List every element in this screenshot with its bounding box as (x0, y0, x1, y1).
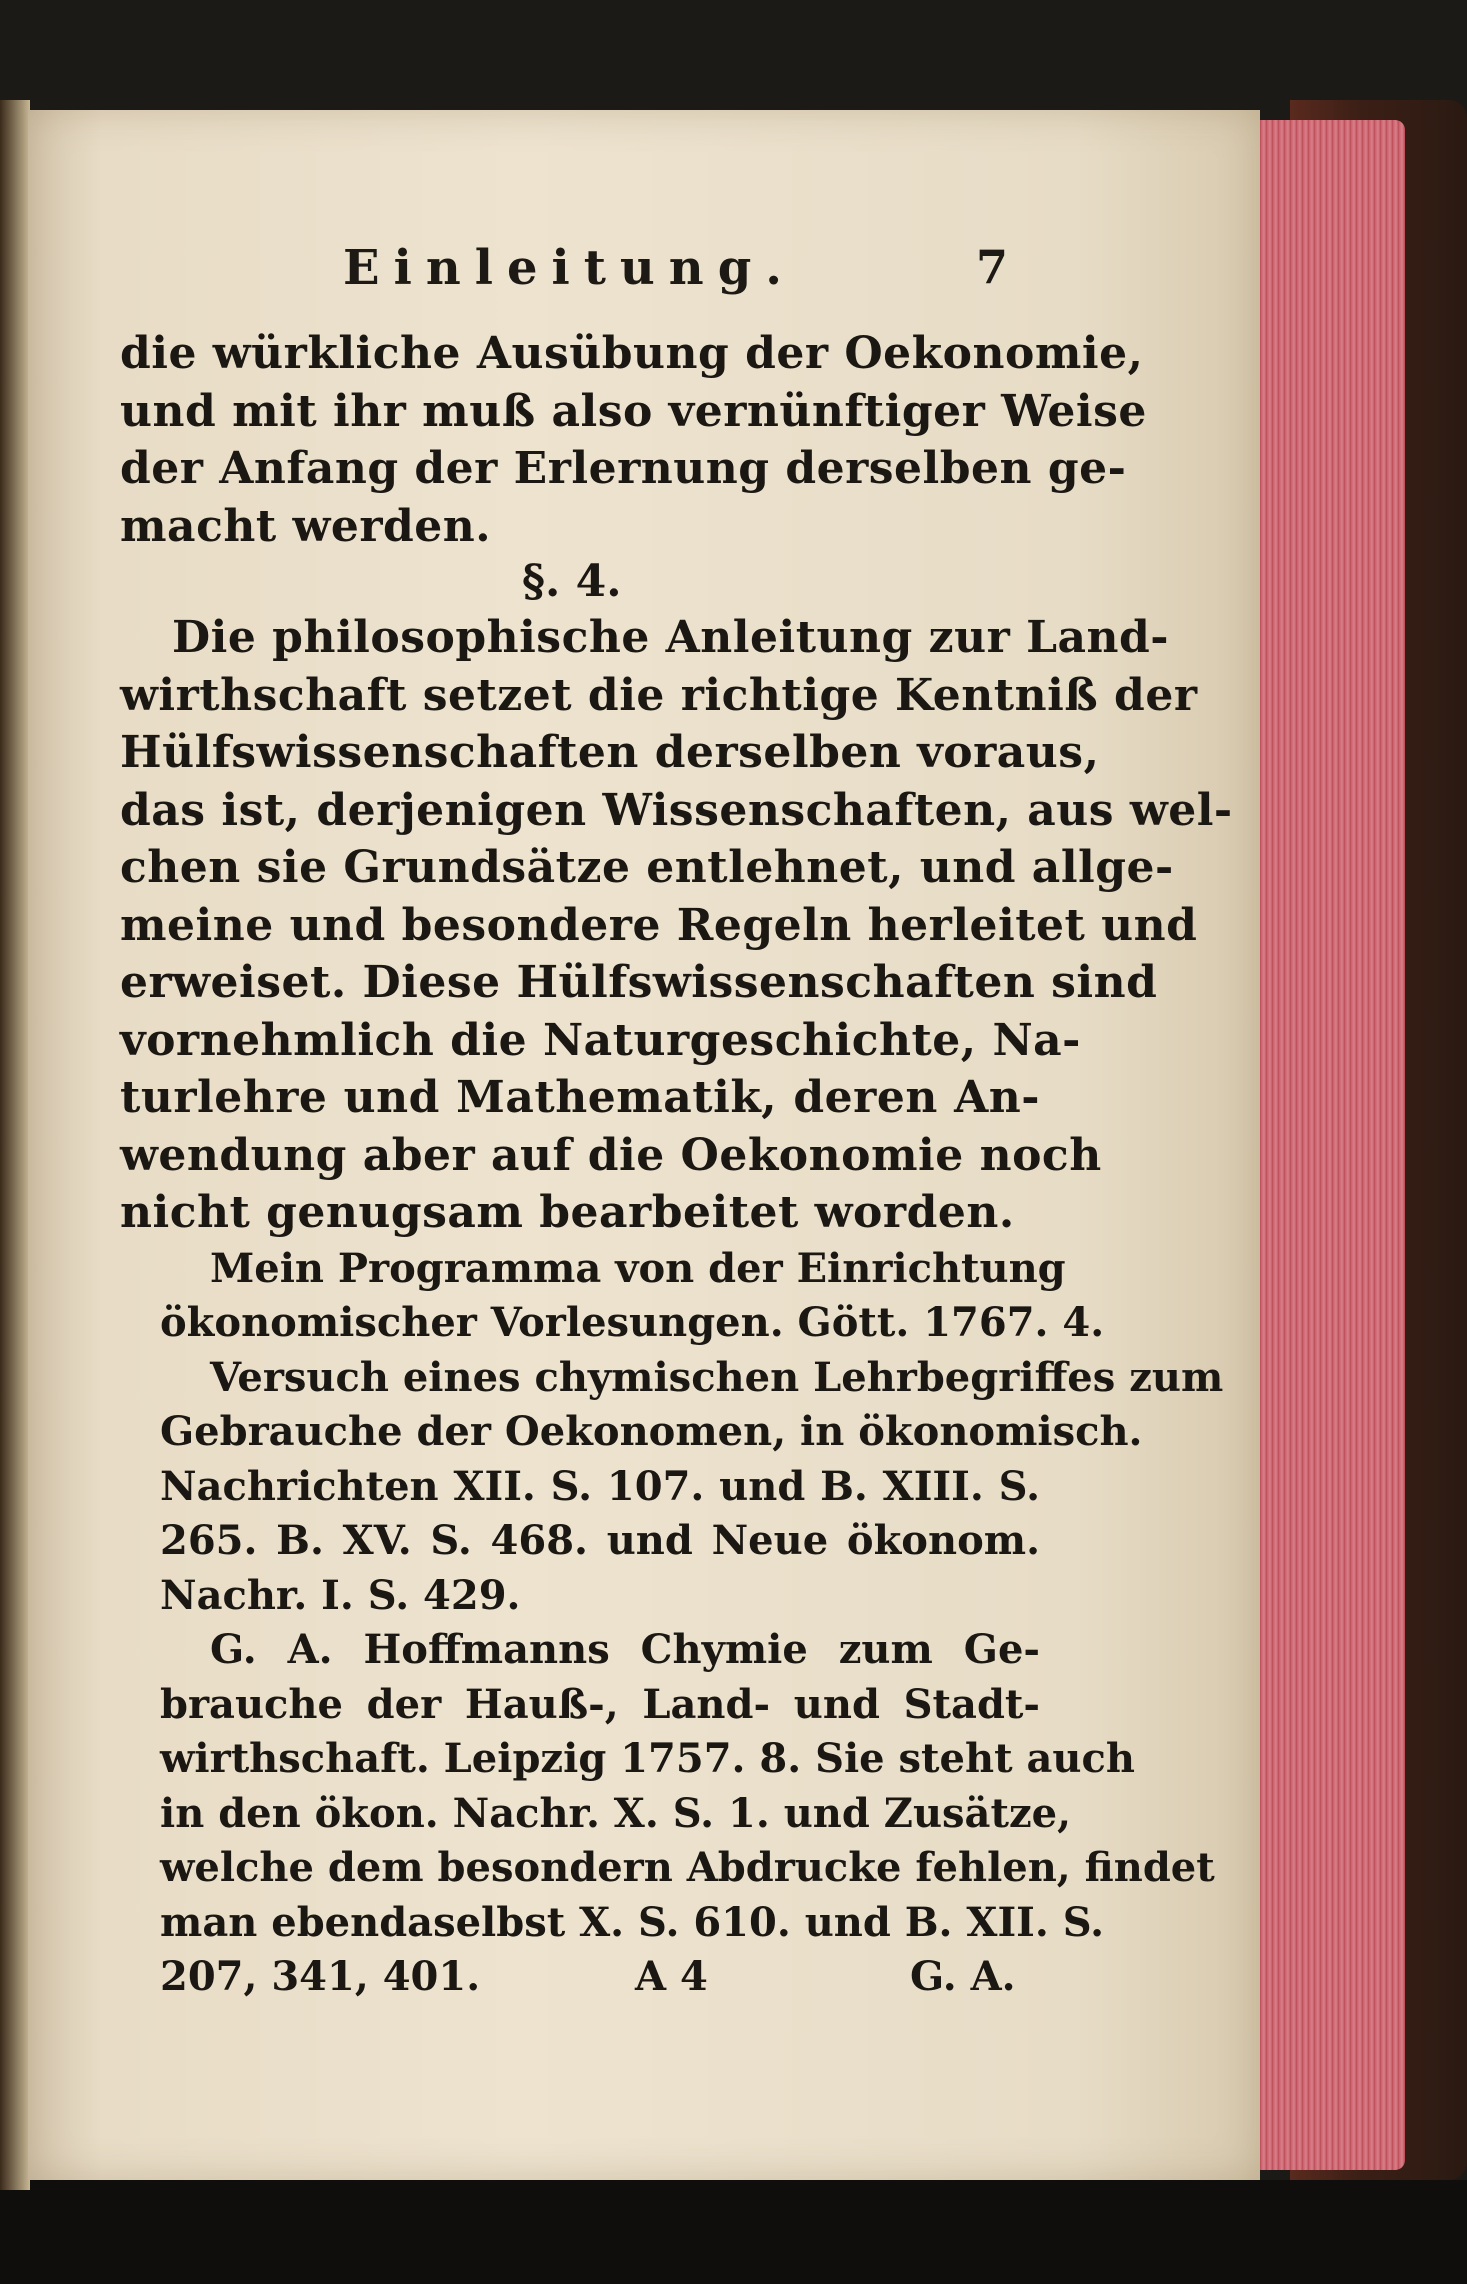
note-line-last: 207, 341, 401. (160, 1953, 481, 2000)
text-line: der Anfang der Erlernung derselben ge- (120, 443, 1127, 494)
text-line: turlehre und Mathematik, deren An- (120, 1072, 1040, 1123)
page-header (28, 240, 1260, 300)
book-gutter (0, 100, 30, 2190)
text-line: das ist, derjenigen Wissenschaften, aus wel- (120, 784, 1233, 836)
text-line: wendung aber auf die Oekonomie noch (120, 1129, 1102, 1181)
paragraph-2 (120, 609, 1233, 1242)
text-line: erweiset. Diese Hülfswissenschaften sind (120, 957, 1158, 1008)
note-line: welche dem besondern Abdrucke fehlen, findet (160, 1844, 1215, 1891)
text-line: und mit ihr muß also vernünftiger Weise (120, 385, 1147, 437)
page-edges (1255, 120, 1405, 2170)
text-line: vornehmlich die Naturgeschichte, Na- (120, 1014, 1081, 1066)
note-line: Mein Programma von der Einrichtung (210, 1244, 1066, 1292)
text-line: meine und besondere Regeln herleitet und (120, 899, 1198, 951)
note-line: ökonomischer Vorlesungen. Gött. 1767. 4. (160, 1299, 1105, 1346)
footnote-3 (120, 1623, 1215, 1950)
note-line: Nachrichten XII. S. 107. und B. XIII. S. (160, 1462, 1040, 1510)
note-line: brauche der Hauß-, Land- und Stadt- (160, 1680, 1040, 1728)
section-heading: §. 4. (522, 556, 622, 607)
text-line: Die philosophische Anleitung zur Land- (172, 612, 1170, 663)
page-footer (120, 1950, 1040, 2004)
note-line: wirthschaft. Leipzig 1757. 8. Sie steht auch (160, 1735, 1135, 1782)
text-line: wirthschaft setzet die richtige Kentniß der (120, 669, 1198, 721)
paragraph-1 (120, 325, 1147, 555)
signature-mark: A 4 (635, 1953, 708, 2000)
catchword: G. A. (910, 1953, 1016, 2000)
footnote-2 (120, 1351, 1224, 1624)
book-page (28, 110, 1260, 2180)
backdrop (0, 2180, 1467, 2284)
text-line: Hülfswissenschaften derselben voraus, (120, 727, 1100, 778)
running-head: Einleitung. (343, 240, 796, 296)
text-line: chen sie Grundsätze entlehnet, und allge- (120, 842, 1174, 893)
note-line: man ebendaselbst X. S. 610. und B. XII. S. (160, 1898, 1105, 1946)
text-block (120, 325, 1233, 2004)
note-line: Nachr. I. S. 429. (160, 1571, 521, 1619)
note-line: in den ökon. Nachr. X. S. 1. und Zusätze, (160, 1789, 1072, 1837)
note-line: Versuch eines chymischen Lehrbegriffes zum (210, 1353, 1224, 1401)
page-number: 7 (976, 240, 1009, 294)
footnote-1 (120, 1242, 1105, 1351)
text-line: die würkliche Ausübung der Oekonomie, (120, 328, 1144, 379)
text-line: nicht genugsam bearbeitet worden. (120, 1187, 1015, 1238)
note-line: 265. B. XV. S. 468. und Neue ökonom. (160, 1517, 1040, 1564)
note-line: G. A. Hoffmanns Chymie zum Ge- (210, 1626, 1040, 1673)
text-line: macht werden. (120, 500, 492, 552)
note-line: Gebrauche der Oekonomen, in ökonomisch. (160, 1408, 1143, 1455)
